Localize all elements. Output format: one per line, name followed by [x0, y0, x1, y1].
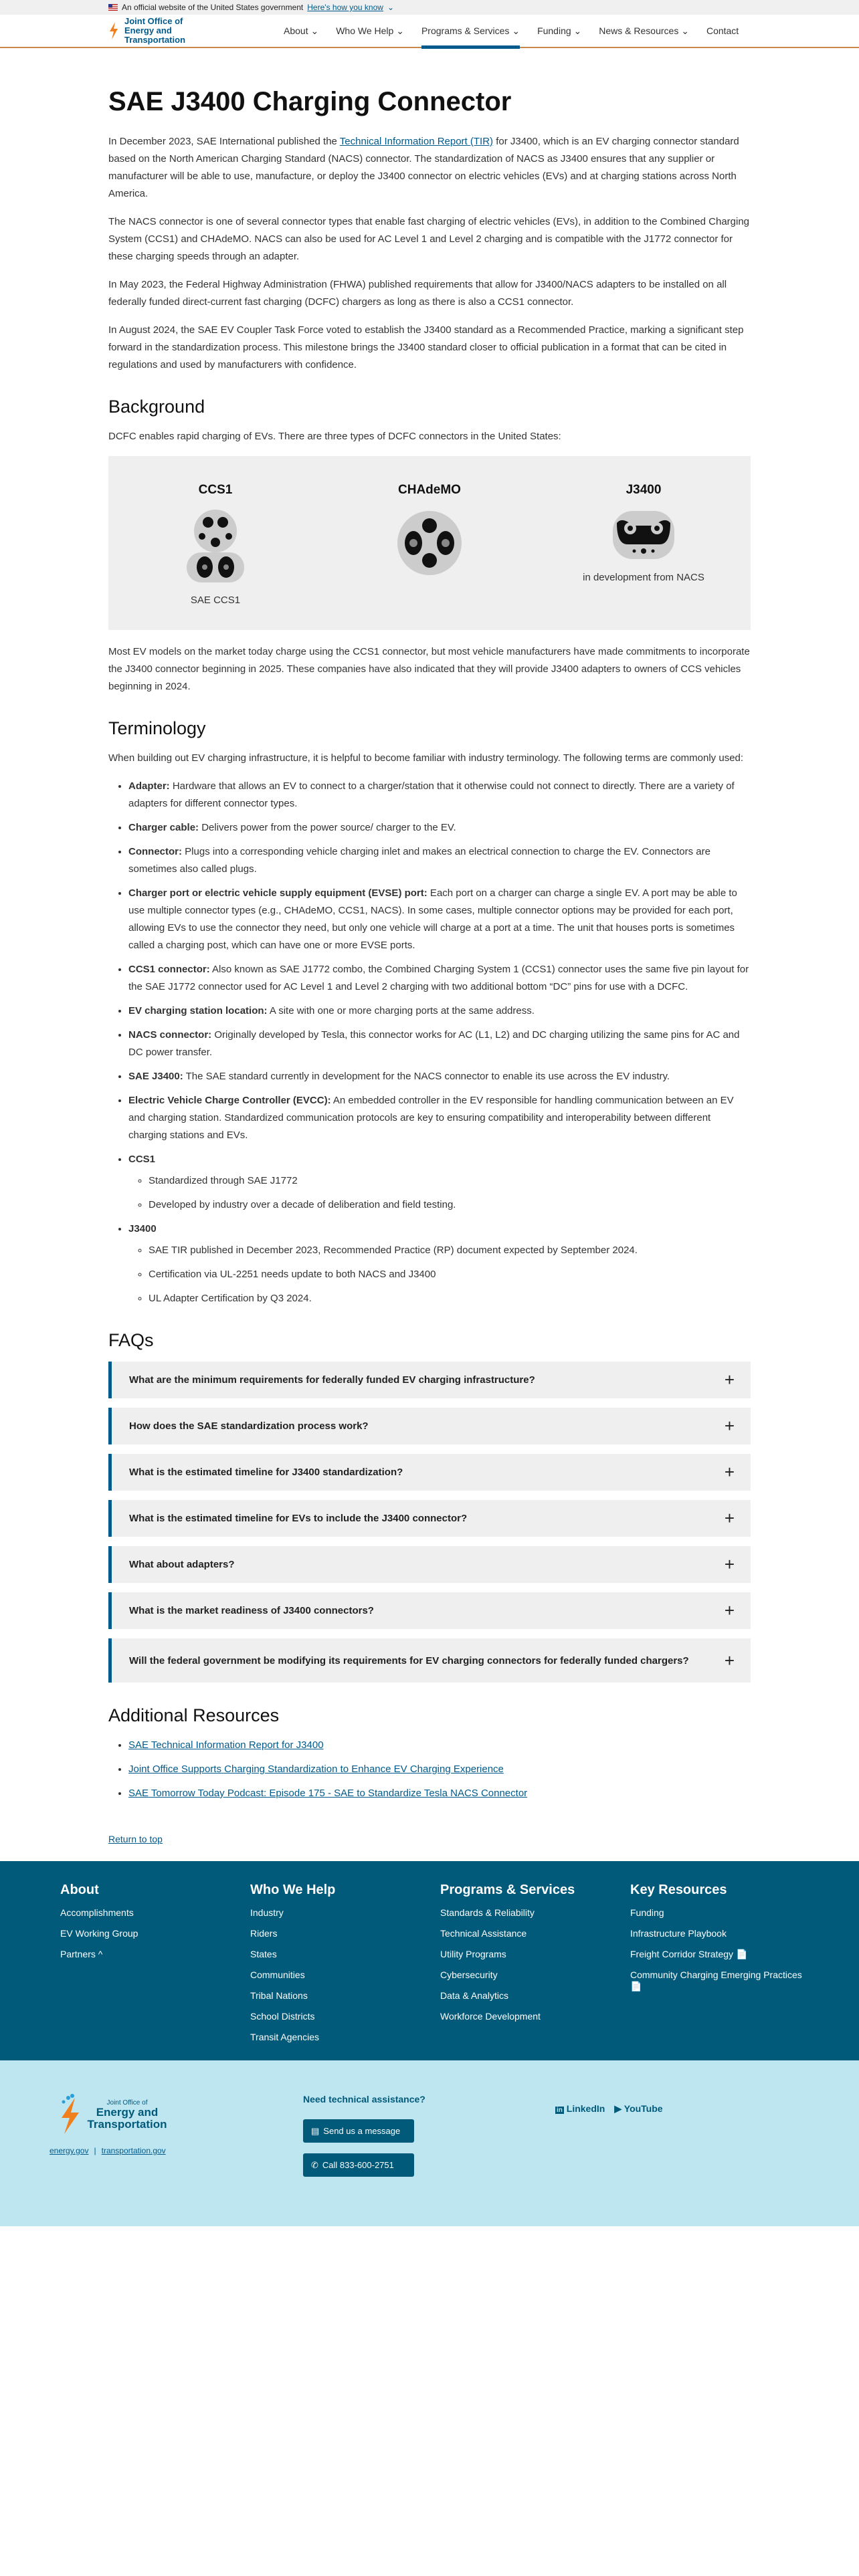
phone-icon: ✆ [311, 2159, 318, 2170]
footer-col-about: About Accomplishments EV Working Group Partners ^ [60, 1883, 241, 1969]
terminology-list [108, 778, 751, 1307]
pdf-icon: 📄 [735, 1949, 748, 1959]
footer-col-key-resources: Key Resources Funding Infrastructure Playbook Freight Corridor Strategy 📄 Community Charging Emerging Practices 📄 [630, 1883, 811, 2002]
list-item: • CCS1 connector: Also known as SAE J1772 combo, the Combined Charging System 1 (CCS1) connector uses the same five pin layout for the SAE J1772 connector used for AC Level 1 and Level 2 charging with two additional bottom “DC” pins for use with a DCFC. [128, 961, 751, 996]
footer-link[interactable]: Riders [250, 1928, 278, 1939]
energy-gov-link[interactable]: energy.gov [50, 2146, 89, 2155]
footer-col-who-we-help: Who We Help Industry Riders States Communities Tribal Nations School Districts Transit Agencies [250, 1883, 431, 2052]
footer-col-programs: Programs & Services Standards & Reliability Technical Assistance Utility Programs Cybersecurity Data & Analytics Workforce Development [440, 1883, 621, 2032]
intro-paragraph: In August 2024, the SAE EV Coupler Task Force voted to establish the J3400 standard as a Recommended Practice, marking a significant step forward in the standardization process. This milestone brings the J3400 standard closer to official publication in a format that can be cited in regulations and used by manufacturers with confidence. [108, 324, 744, 370]
background-after-text: Most EV models on the market today charge using the CCS1 connector, but most vehicle manufacturers have made commitments to incorporate the J3400 connector beginning in 2025. These companies have also indicated that they will provide J3400 adapters to owners of CCS vehicles beginning in 2024. [108, 646, 750, 692]
assist-heading: Need technical assistance? [303, 2094, 425, 2105]
background-heading: Background [108, 397, 205, 417]
lightning-logo-icon [108, 22, 119, 39]
faq-item[interactable]: How does the SAE standardization process work? + [108, 1408, 751, 1444]
faq-item[interactable]: Will the federal government be modifying its requirements for EV charging connectors for federally funded chargers? + [108, 1638, 751, 1683]
heres-how-you-know-link[interactable]: Here's how you know [307, 3, 383, 12]
footer-logo: Joint Office of Energy and Transportation [58, 2094, 167, 2135]
plus-icon: + [724, 1650, 735, 1671]
list-item-j3400: • J3400 ◦ SAE TIR published in December 2023, Recommended Practice (RP) document expected by September 2024. ◦ Certification via UL-2251 needs update to both NACS and J3400 ◦ UL Adapter Certification by Q3 2024. [128, 1220, 751, 1307]
terminology-heading: Terminology [108, 718, 206, 738]
intro-paragraph: In December 2023, SAE International published the Technical Information Report (TIR) for J3400, which is an EV charging connector standard based on the North American Charging Standard (NACS) connector. The standardization of NACS as J3400 ensures that any supplier or manufacturer will be able to use, manufacture, or deploy the J3400 connector on electric vehicles (EVs) and at charging stations across North America. [108, 136, 739, 199]
footer-link[interactable]: Freight Corridor Strategy 📄 [630, 1949, 748, 1959]
footer-link[interactable]: Transit Agencies [250, 2032, 319, 2042]
site-header [0, 15, 859, 48]
list-item: • Charger cable: Delivers power from the power source/ charger to the EV. [128, 819, 751, 837]
footer-link[interactable]: Community Charging Emerging Practices 📄 [630, 1969, 802, 1992]
intro-paragraph: The NACS connector is one of several connector types that enable fast charging of electric vehicles (EVs), in addition to the Combined Charging System (CCS1) and CHAdeMO. NACS can also be used for AC Level 1 and Level 2 charging and is compatible with the J1772 connector for these charging speeds through an adapter. [108, 216, 750, 262]
resource-link[interactable]: SAE Tomorrow Today Podcast: Episode 175 - SAE to Standardize Tesla NACS Connector [128, 1788, 528, 1799]
footer-nav [0, 1861, 859, 2060]
faq-item[interactable]: What about adapters? + [108, 1546, 751, 1583]
terminology-intro: When building out EV charging infrastructure, it is helpful to become familiar with industry terminology. The following terms are commonly used: [108, 752, 744, 764]
plus-icon: + [724, 1462, 735, 1482]
list-item: • Connector: Plugs into a corresponding vehicle charging inlet and makes an electrical connection to charge the EV. Connectors are sometimes also called plugs. [128, 843, 751, 878]
logo-text: Joint Office of Energy and Transportation [124, 16, 186, 45]
list-item: • Electric Vehicle Charge Controller (EVCC): An embedded controller in the EV responsible for handling communication between an EV and charging station. Standardized communication protocols are key to ensuring compatibility and interoperability between different charging stations and EVs. [128, 1092, 751, 1144]
connector-ccs1: CCS1 SAE CCS1 [115, 483, 316, 617]
footer-link[interactable]: Utility Programs [440, 1949, 506, 1959]
send-message-button[interactable]: ▤ Send us a message [303, 2119, 414, 2143]
faqs-heading: FAQs [108, 1330, 154, 1350]
nav-who-we-help[interactable]: Who We Help ⌄ [336, 25, 404, 36]
resources-list [108, 1737, 751, 1802]
nav-programs-services[interactable]: Programs & Services ⌄ [421, 14, 520, 47]
resource-link[interactable]: Joint Office Supports Charging Standardization to Enhance EV Charging Experience [128, 1763, 504, 1775]
footer-link[interactable]: Accomplishments [60, 1907, 134, 1918]
plus-icon: + [724, 1416, 735, 1436]
us-flag-icon [108, 4, 118, 11]
gov-banner-text: An official website of the United States government [122, 3, 304, 12]
site-logo[interactable] [108, 17, 284, 45]
list-item: • Adapter: Hardware that allows an EV to connect to a charger/station that it otherwise could not connect to directly. There are a variety of adapters for different connector types. [128, 778, 751, 813]
footer-link[interactable]: School Districts [250, 2011, 315, 2022]
intro-paragraph: In May 2023, the Federal Highway Administration (FHWA) published requirements that allow for J3400/NACS adapters to be installed on all federally funded direct-current fast charging (DCFC) chargers as long as there is also a CCS1 connector. [108, 279, 727, 308]
nav-funding[interactable]: Funding ⌄ [537, 25, 582, 36]
footer-link[interactable]: Data & Analytics [440, 1990, 508, 2001]
list-item: • Charger port or electric vehicle supply equipment (EVSE) port: Each port on a charger can charge a single EV. A port may be able to use multiple connector types (e.g., CHAdeMO, CCS1, NACS). In some cases, multiple connector options may be provided for each port, allowing EVs to use the connector they need, but only one vehicle will charge at a port at a time. The unit that houses ports is sometimes called a charging post, which can have one or more EVSE ports. [128, 885, 751, 954]
tir-link[interactable]: Technical Information Report (TIR) [339, 136, 494, 147]
gov-banner [0, 0, 859, 15]
call-button[interactable]: ✆ Call 833-600-2751 [303, 2153, 414, 2177]
footer-link[interactable]: Tribal Nations [250, 1990, 308, 2001]
return-to-top-link[interactable]: Return to top [108, 1834, 163, 1844]
background-text: DCFC enables rapid charging of EVs. There are three types of DCFC connectors in the United States: [108, 431, 561, 442]
list-item: • EV charging station location: A site with one or more charging ports at the same address. [128, 1002, 751, 1020]
connector-j3400: J3400 in development from NACS [583, 483, 704, 583]
nav-about[interactable]: About ⌄ [284, 25, 319, 36]
connector-chademo: CHAdeMO [329, 483, 530, 617]
footer-link[interactable]: Cybersecurity [440, 1969, 498, 1980]
footer-link[interactable]: EV Working Group [60, 1928, 138, 1939]
ccs1-connector-icon [185, 510, 246, 583]
pdf-icon: 📄 [630, 1981, 642, 1992]
chademo-connector-icon [396, 510, 463, 576]
footer-link[interactable]: Workforce Development [440, 2011, 541, 2022]
faq-item[interactable]: What is the market readiness of J3400 connectors? + [108, 1592, 751, 1629]
resources-heading: Additional Resources [108, 1705, 280, 1725]
transportation-gov-link[interactable]: transportation.gov [101, 2146, 166, 2155]
linkedin-link[interactable]: in LinkedIn [557, 2103, 605, 2114]
j3400-connector-icon [611, 510, 676, 560]
list-item-ccs1: • CCS1 ◦ Standardized through SAE J1772 ◦ Developed by industry over a decade of deliberation and field testing. [128, 1151, 751, 1214]
nav-contact[interactable]: Contact [706, 25, 739, 36]
list-item: • NACS connector: Originally developed by Tesla, this connector works for AC (L1, L2) and DC charging utilizing the same pins for AC and DC power transfer. [128, 1027, 751, 1061]
resource-link[interactable]: SAE Technical Information Report for J3400 [128, 1739, 324, 1751]
footer-link[interactable]: Infrastructure Playbook [630, 1928, 727, 1939]
youtube-link[interactable]: ▶ YouTube [614, 2103, 663, 2114]
footer-link[interactable]: Partners ^ [60, 1949, 103, 1959]
youtube-icon: ▶ [614, 2103, 622, 2114]
connector-types-panel [108, 456, 751, 630]
chevron-down-icon: ⌄ [387, 3, 395, 12]
footer-link[interactable]: Communities [250, 1969, 305, 1980]
linkedin-icon: in [557, 2107, 563, 2114]
main-nav [284, 14, 739, 47]
footer-link[interactable]: Industry [250, 1907, 284, 1918]
faq-item[interactable]: What are the minimum requirements for federally funded EV charging infrastructure? + [108, 1362, 751, 1398]
main-content [108, 87, 751, 1809]
footer-link[interactable]: Funding [630, 1907, 664, 1918]
message-icon: ▤ [311, 2125, 320, 2136]
footer-link[interactable]: States [250, 1949, 277, 1959]
plus-icon: + [724, 1554, 735, 1574]
lightning-logo-icon [58, 2094, 82, 2135]
faq-item[interactable]: What is the estimated timeline for EVs to include the J3400 connector? + [108, 1500, 751, 1537]
nav-news-resources[interactable]: News & Resources ⌄ [599, 25, 689, 36]
footer-link[interactable]: Technical Assistance [440, 1928, 527, 1939]
footer-contact: Joint Office of Energy and Transportation energy.gov | transportation.gov Need technical assistance? ▤ Send us a message ✆ Call 833-600-2751 in LinkedIn ▶ YouTube [0, 2060, 859, 2226]
plus-icon: + [724, 1508, 735, 1528]
footer-link[interactable]: Standards & Reliability [440, 1907, 535, 1918]
list-item: • SAE J3400: The SAE standard currently in development for the NACS connector to enable its use across the EV industry. [128, 1068, 751, 1085]
page-title: SAE J3400 Charging Connector [108, 87, 512, 116]
plus-icon: + [724, 1370, 735, 1390]
plus-icon: + [724, 1600, 735, 1620]
faq-item[interactable]: What is the estimated timeline for J3400 standardization? + [108, 1454, 751, 1491]
